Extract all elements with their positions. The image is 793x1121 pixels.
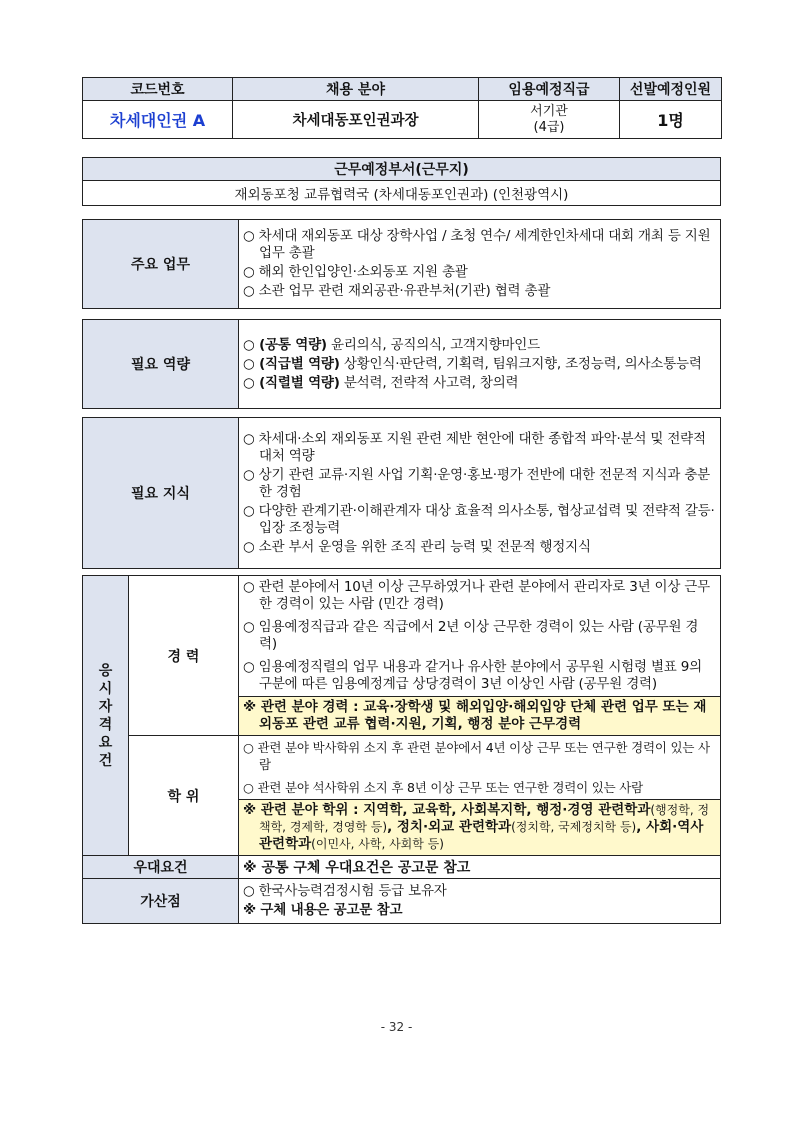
competency-table xyxy=(82,319,721,409)
career-label: 경 력 xyxy=(129,576,239,736)
requirements-label-text: 응시자격요건 xyxy=(98,662,113,769)
competency-item xyxy=(239,374,720,393)
department-table xyxy=(82,157,721,206)
degree-note-part: (정치학, 국제정치학 등) xyxy=(511,820,637,834)
competency-body: 윤리의식, 공직의식, 고객지향마인드 xyxy=(326,336,540,353)
knowledge-item: ○ 다양한 관계기관·이해관계자 대상 효율적 의사소통, 협상교섭력 및 전략적 갈등·입장 조정능력 xyxy=(243,502,715,536)
rank-line1: 서기관 xyxy=(530,103,568,119)
career-note: ※ 관련 분야 경력 : 교육·장학생 및 해외입양·해외입양 단체 관련 업무 또는 재외동포 관련 교류 협력·지원, 기획, 행정 분야 근무경력 xyxy=(239,697,721,736)
competency-item xyxy=(239,336,720,355)
duty-item: ○ 해외 한인입양인·소외동포 지원 총괄 xyxy=(243,264,468,280)
knowledge-item: ○ 상기 관련 교류·지원 사업 기획·운영·홍보·평가 전반에 대한 전문적 지식과 충분한 경험 xyxy=(243,466,710,500)
knowledge-label: 필요 지식 xyxy=(83,418,239,569)
competency-body: 상황인식·판단력, 기획력, 팀워크지향, 조정능력, 의사소통능력 xyxy=(339,355,702,372)
bonus-items xyxy=(239,879,721,924)
header-code: 코드번호 xyxy=(83,78,233,101)
department-value: 재외동포청 교류협력국 (차세대동포인권과) (인천광역시) xyxy=(83,181,721,206)
requirements-label xyxy=(83,576,129,856)
degree-note-part: (행정학, 정책학, 경제학, 경영학 등) xyxy=(259,803,710,834)
count-value: 1명 xyxy=(620,101,722,139)
competency-body: 분석력, 전략적 사고력, 창의력 xyxy=(339,374,519,391)
bonus-item: ○ 한국사능력검정시험 등급 보유자 xyxy=(243,883,447,899)
career-items xyxy=(239,576,721,697)
competency-item xyxy=(239,355,720,374)
career-item: ○ 임용예정직급과 같은 직급에서 2년 이상 근무한 경력이 있는 사람 (공무원 경력) xyxy=(243,619,699,652)
competency-head: ○ (공통 역량) xyxy=(243,336,327,353)
degree-note-part: , 사회·역사 관련학과 xyxy=(259,819,704,852)
degree-item: ○ 관련 분야 석사학위 소지 후 8년 이상 근무 또는 연구한 경력이 있는 사람 xyxy=(243,780,644,795)
degree-item: ○ 관련 분야 박사학위 소지 후 관련 분야에서 4년 이상 근무 또는 연구한 경력이 있는 사람 xyxy=(243,740,710,772)
knowledge-items xyxy=(239,418,721,569)
degree-items xyxy=(239,736,721,800)
competency-head: ○ (직급별 역량) xyxy=(243,355,340,372)
knowledge-table xyxy=(82,417,721,569)
degree-note xyxy=(239,800,721,856)
competency-label: 필요 역량 xyxy=(83,320,239,409)
career-item: ○ 관련 분야에서 10년 이상 근무하였거나 관련 분야에서 관리자로 3년 이상 근무한 경력이 있는 사람 (민간 경력) xyxy=(243,579,710,612)
degree-note-part: ※ 관련 분야 학위 : 지역학, 교육학, 사회복지학, 행정·경영 관련학과 xyxy=(243,802,651,818)
competency-items xyxy=(239,320,721,409)
competency-head: ○ (직렬별 역량) xyxy=(243,374,340,391)
duties-label: 주요 업무 xyxy=(83,220,239,309)
department-title: 근무예정부서(근무지) xyxy=(83,158,721,181)
rank-value xyxy=(479,101,620,139)
rank-line2: (4급) xyxy=(533,119,565,135)
career-item: ○ 임용예정직렬의 업무 내용과 같거나 유사한 분야에서 공무원 시험령 별표 9의 구분에 따른 임용예정계급 상당경력이 3년 이상인 사람 (공무원 경력) xyxy=(243,659,702,692)
header-count: 선발예정인원 xyxy=(620,78,722,101)
bonus-note: ※ 구체 내용은 공고문 참고 xyxy=(243,902,403,918)
duties-table xyxy=(82,219,721,309)
field-value: 차세대동포인권과장 xyxy=(233,101,479,139)
code-value: 차세대인권 A xyxy=(83,101,233,139)
duty-item: ○ 소관 업무 관련 재외공관·유관부처(기관) 협력 총괄 xyxy=(243,283,551,299)
bonus-label: 가산점 xyxy=(83,879,239,924)
page-number: - 32 - xyxy=(380,1020,413,1034)
knowledge-item: ○ 차세대·소외 재외동포 지원 관련 제반 현안에 대한 종합적 파악·분석 및 전략적 대처 역량 xyxy=(243,430,706,464)
header-rank: 임용예정직급 xyxy=(479,78,620,101)
degree-note-part: , 정치·외교 관련학과 xyxy=(387,819,512,835)
degree-note-part: (이민사, 사학, 사회학 등) xyxy=(311,837,444,851)
knowledge-item: ○ 소관 부서 운영을 위한 조직 관리 능력 및 전문적 행정지식 xyxy=(243,538,591,555)
preference-value: ※ 공통 구체 우대요건은 공고문 참고 xyxy=(239,856,721,879)
position-header-table xyxy=(82,77,722,139)
degree-label: 학 위 xyxy=(129,736,239,856)
header-field: 채용 분야 xyxy=(233,78,479,101)
duty-item: ○ 차세대 재외동포 대상 장학사업 / 초청 연수/ 세계한인차세대 대회 개최 등 지원 업무 총괄 xyxy=(243,228,711,261)
duties-items xyxy=(239,220,721,309)
preference-label: 우대요건 xyxy=(83,856,239,879)
requirements-table xyxy=(82,575,721,924)
